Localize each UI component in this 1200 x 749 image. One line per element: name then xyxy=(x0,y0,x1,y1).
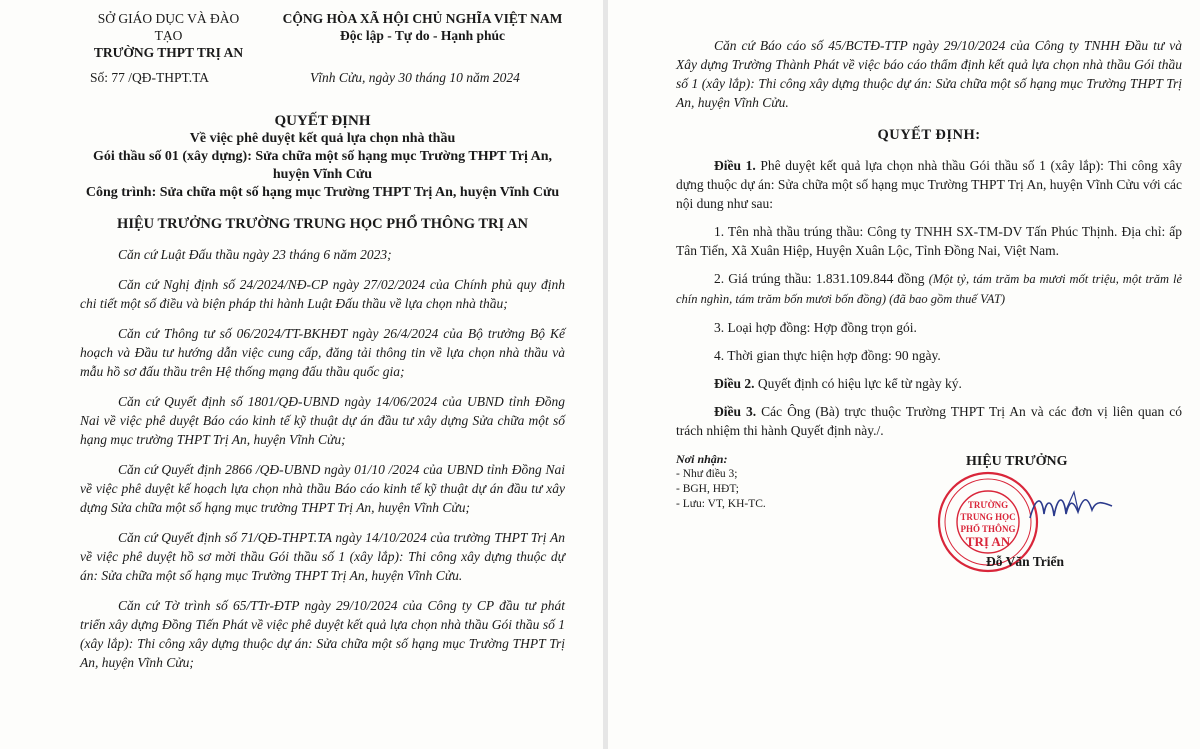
signer-title: HIỆU TRƯỞNG xyxy=(966,454,1068,469)
country-name: CỘNG HÒA XÃ HỘI CHỦ NGHĨA VIỆT NAM xyxy=(282,11,563,26)
basis-item: Căn cứ Luật Đấu thầu ngày 23 tháng 6 năm 2023; xyxy=(118,247,392,262)
project-name: Công trình: Sửa chữa một số hạng mục Trường THPT Trị An, huyện Vĩnh Cửu xyxy=(85,185,560,200)
basis-item-last: Căn cứ Báo cáo số 45/BCTĐ-TTP ngày 29/10/2024 của Công ty TNHH Đầu tư và Xây dựng Trường Thành Phát về việc báo cáo thẩm định kết quả lựa chọn nhà thầu Gói thầu số 1 (xây lắp): Thi công xây dựng thuộc dự án: Sửa chữa một số hạng mục Trường THPT Trị An, huyện Vĩnh Cửu. xyxy=(676,38,1182,110)
decision-subject: Về việc phê duyệt kết quả lựa chọn nhà thầu xyxy=(189,131,456,146)
right-page xyxy=(608,0,1200,749)
article-2 xyxy=(676,374,1182,393)
signer-name: Đỗ Văn Triển xyxy=(986,554,1065,569)
article-2-label: Điều 2. xyxy=(714,376,755,391)
recipient-item: - Lưu: VT, KH-TC. xyxy=(676,498,766,510)
agency-name: SỞ GIÁO DỤC VÀ ĐÀO TẠO xyxy=(97,11,240,43)
duration-item: 4. Thời gian thực hiện hợp đồng: 90 ngày. xyxy=(714,348,941,363)
basis-item: Căn cứ Thông tư số 06/2024/TT-BKHĐT ngày 26/4/2024 của Bộ trưởng Bộ Kế hoạch và Đầu tư hướng dẫn việc cung cấp, đăng tải thông tin về lựa chọn nhà thầu và mẫu hồ sơ đấu thầu trên Hệ thống mạng đấu thầu quốc gia; xyxy=(80,326,565,379)
issuer-block xyxy=(86,10,251,61)
signature-icon xyxy=(1026,488,1116,528)
article-1 xyxy=(676,156,1182,213)
svg-text:TRƯỜNG: TRƯỜNG xyxy=(967,500,1009,510)
national-title-block xyxy=(280,10,565,44)
article-3-label: Điều 3. xyxy=(714,404,757,419)
legal-basis-list xyxy=(80,245,565,672)
decision-heading: QUYẾT ĐỊNH: xyxy=(877,127,981,143)
svg-text:TRỊ AN: TRỊ AN xyxy=(965,534,1011,549)
principal-heading: HIỆU TRƯỞNG TRƯỜNG TRUNG HỌC PHỔ THÔNG TRỊ AN xyxy=(117,216,528,232)
article-1-text: Phê duyệt kết quả lựa chọn nhà thầu Gói thầu số 1 (xây lắp): Thi công xây dựng thuộc dự án: Sửa chữa một số hạng mục Trường THPT Trị An, huyện Vĩnh Cửu với các nội dung như sau: xyxy=(676,158,1182,211)
basis-item: Căn cứ Quyết định số 71/QĐ-THPT.TA ngày 14/10/2024 của trường THPT Trị An về việc phê duyệt hồ sơ mời thầu Gói thầu số 1 (xây lắp): Thi công xây dựng thuộc dự án: Sửa chữa một số hạng mục Trường THPT Trị An, huyện Vĩnh Cửu. xyxy=(80,530,565,583)
recipients-block xyxy=(676,452,766,512)
basis-item: Căn cứ Tờ trình số 65/TTr-ĐTP ngày 29/10/2024 của Công ty CP đầu tư phát triển xây dựng Đồng Tiến Phát về việc phê duyệt kết quả lựa chọn nhà thầu Gói thầu số 1 (xây lắp): Thi công xây dựng thuộc dự án: Sửa chữa một số hạng mục Trường THPT Trị An, huyện Vĩnh Cửu; xyxy=(80,598,565,670)
winner-item: 1. Tên nhà thầu trúng thầu: Công ty TNHH SX-TM-DV Tấn Phúc Thịnh. Địa chỉ: ấp Tân Tiến, Xã Xuân Hiệp, Huyện Xuân Lộc, Tỉnh Đồng Nai, Việt Nam. xyxy=(676,224,1182,258)
document-number: Số: 77 /QĐ-THPT.TA xyxy=(90,70,210,85)
price-in-words: (Một tỷ, tám trăm ba mươi mốt triệu, một trăm lẻ chín nghìn, tám trăm bốn mươi bốn đồng) (đã bao gồm thuế VAT) xyxy=(676,272,1183,306)
school-name: TRƯỜNG THPT TRỊ AN xyxy=(93,45,244,60)
document-date: Vĩnh Cửu, ngày 30 tháng 10 năm 2024 xyxy=(310,70,520,85)
package-name: Gói thầu số 01 (xây dựng): Sửa chữa một số hạng mục Trường THPT Trị An, huyện Vĩnh Cửu xyxy=(92,149,553,182)
svg-text:TRUNG HỌC: TRUNG HỌC xyxy=(960,512,1016,522)
article-3-text: Các Ông (Bà) trực thuộc Trường THPT Trị An và các đơn vị liên quan có trách nhiệm thi hành Quyết định này./. xyxy=(676,404,1182,438)
recipients-title: Nơi nhận: xyxy=(676,452,728,466)
national-motto: Độc lập - Tự do - Hạnh phúc xyxy=(339,28,506,43)
basis-item: Căn cứ Quyết định số 1801/QĐ-UBND ngày 14/06/2024 của UBND tỉnh Đồng Nai về việc phê duyệt Báo cáo kinh tế kỹ thuật dự án đầu tư xây dựng Sửa chữa một số hạng mục trường THPT Trị An, huyện Vĩnh Cửu; xyxy=(80,394,565,447)
decision-title-block xyxy=(80,112,565,202)
basis-item: Căn cứ Quyết định 2866 /QĐ-UBND ngày 01/10 /2024 của UBND tỉnh Đồng Nai về việc phê duyệt kế hoạch lựa chọn nhà thầu Báo cáo kinh tế kỹ thuật dự án đầu tư xây dựng Sửa chữa một số hạng mục trường THPT Trị An, huyện Vĩnh Cửu; xyxy=(80,462,565,515)
recipient-item: - BGH, HĐT; xyxy=(676,483,739,495)
article-3 xyxy=(676,402,1182,440)
recipient-item: - Như điều 3; xyxy=(676,468,738,480)
document-header xyxy=(80,10,565,114)
svg-text:PHỔ THÔNG: PHỔ THÔNG xyxy=(960,524,1016,534)
price-main: 2. Giá trúng thầu: 1.831.109.844 đồng xyxy=(714,271,929,286)
contract-type-item: 3. Loại hợp đồng: Hợp đồng trọn gói. xyxy=(714,320,917,335)
price-item xyxy=(676,269,1182,309)
article-2-text: Quyết định có hiệu lực kể từ ngày ký. xyxy=(754,376,962,391)
article-1-label: Điều 1. xyxy=(714,158,756,173)
decision-title: QUYẾT ĐỊNH xyxy=(274,113,371,129)
basis-item: Căn cứ Nghị định số 24/2024/NĐ-CP ngày 27/02/2024 của Chính phủ quy định chi tiết một số điều và biện pháp thi hành Luật Đấu thầu về lựa chọn nhà thầu; xyxy=(80,277,565,311)
signature-area xyxy=(676,452,1182,602)
